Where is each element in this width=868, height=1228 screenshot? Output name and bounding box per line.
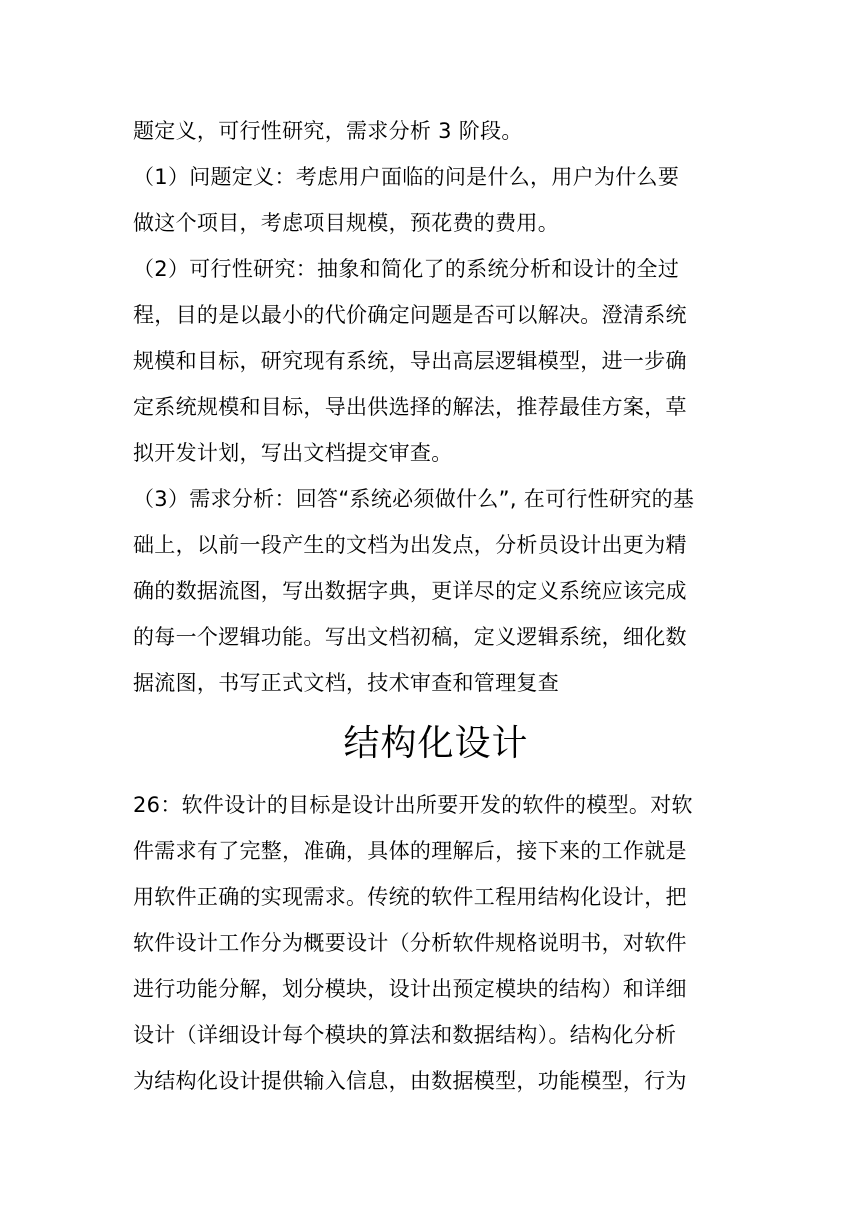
section-heading: 结构化设计 [343,723,529,764]
text-line: 确的数据流图，写出数据字典，更详尽的定义系统应该完成 [133,579,687,603]
text-line: 规模和目标，研究现有系统，导出高层逻辑模型，进一步确 [133,349,687,373]
text-line: （2）可行性研究：抽象和简化了的系统分析和设计的全过 [133,257,680,281]
paragraph-block-design [133,782,739,1104]
text-line: 做这个项目，考虑项目规模，预花费的费用。 [133,211,559,235]
text-line: 定系统规模和目标，导出供选择的解法，推荐最佳方案，草 [133,395,687,419]
text-line: 进行功能分解，划分模块，设计出预定模块的结构）和详细 [133,977,687,1001]
text-line: （1）问题定义：考虑用户面临的问是什么，用户为什么要 [133,165,680,189]
text-line: 题定义，可行性研究，需求分析 3 阶段。 [133,119,523,143]
text-line: 础上，以前一段产生的文档为出发点，分析员设计出更为精 [133,533,687,557]
paragraph-block-requirements [133,108,739,706]
text-line: 软件设计工作分为概要设计（分析软件规格说明书，对软件 [133,931,687,955]
text-line: 拟开发计划，写出文档提交审查。 [133,441,453,465]
text-line: 为结构化设计提供输入信息，由数据模型，功能模型，行为 [133,1069,687,1093]
text-line: 设计（详细设计每个模块的算法和数据结构）。结构化分析 [133,1023,677,1047]
document-page [133,108,739,1104]
text-line: 程，目的是以最小的代价确定问题是否可以解决。澄清系统 [133,303,687,327]
text-line: 26：软件设计的目标是设计出所要开发的软件的模型。对软 [133,793,693,817]
text-line: 据流图，书写正式文档，技术审查和管理复查 [133,671,559,695]
text-line: 用软件正确的实现需求。传统的软件工程用结构化设计，把 [133,885,687,909]
text-line: （3）需求分析：回答“系统必须做什么”, 在可行性研究的基 [133,487,695,511]
text-line: 的每一个逻辑功能。写出文档初稿，定义逻辑系统，细化数 [133,625,687,649]
text-line: 件需求有了完整，准确，具体的理解后，接下来的工作就是 [133,839,687,863]
